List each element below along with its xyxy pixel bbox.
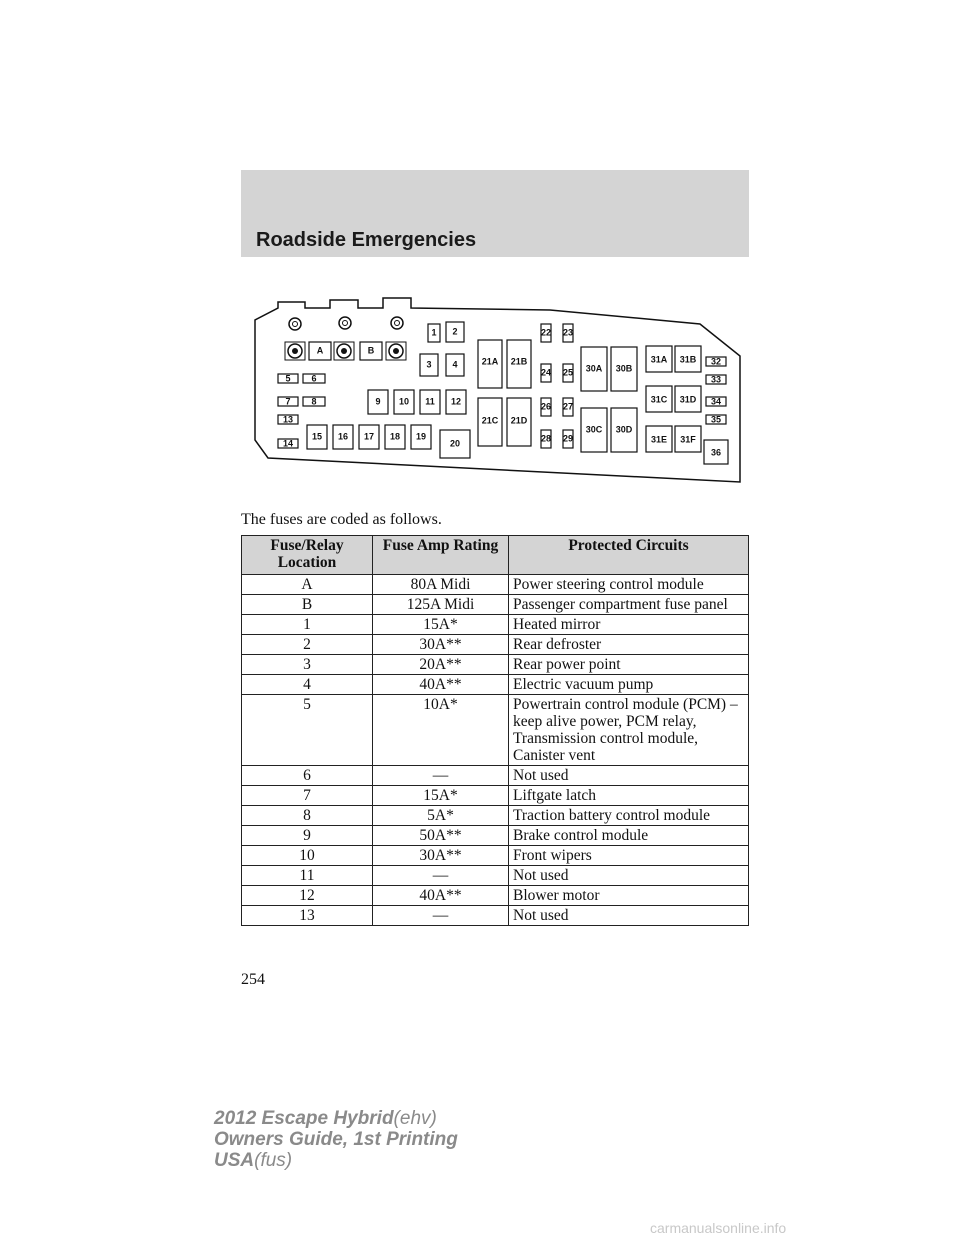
section-title: Roadside Emergencies (256, 229, 477, 251)
fuse-label: 15 (311, 431, 323, 442)
cell-circuits: Rear power point (509, 655, 749, 675)
table-row (242, 615, 749, 635)
intro-text: The fuses are coded as follows. (241, 511, 442, 528)
cell-rating: 125A Midi (373, 595, 509, 615)
table-row (242, 866, 749, 886)
fuse-label: 21C (481, 415, 499, 426)
fuse-label: 29 (562, 433, 574, 444)
fuse-label: 33 (710, 374, 722, 385)
cell-rating: 10A* (373, 695, 509, 766)
bolt-icon (289, 318, 301, 330)
cell-rating: 5A* (373, 806, 509, 826)
table-row (242, 886, 749, 906)
fuse-label: 14 (282, 438, 294, 449)
header-location: Fuse/Relay Location (242, 536, 373, 575)
fuse-label: 31C (650, 394, 668, 405)
table-row (242, 675, 749, 695)
fuse-label: 6 (311, 373, 317, 384)
watermark: carmanualsonline.info (650, 1220, 787, 1236)
fuse-label: 18 (389, 431, 401, 442)
cell-circuits: Not used (509, 866, 749, 886)
fuse-label: 21A (481, 356, 499, 367)
footer-edition: Owners Guide, 1st Printing (214, 1129, 458, 1150)
fuse-label: 24 (540, 367, 552, 378)
cell-circuits: Not used (509, 906, 749, 926)
fuse-label: 31E (650, 434, 668, 445)
cell-rating: — (373, 906, 509, 926)
fuse-label: 31B (679, 354, 697, 365)
cell-circuits: Liftgate latch (509, 786, 749, 806)
fuse-label: 17 (363, 431, 375, 442)
cell-circuits: Heated mirror (509, 615, 749, 635)
fuse-label: 19 (415, 431, 427, 442)
cell-location: B (242, 595, 373, 615)
fuse-label: 31D (679, 394, 697, 405)
footer (214, 1108, 458, 1171)
fuse-label: 11 (425, 396, 435, 407)
fuse-label: 23 (562, 327, 574, 338)
fuse-label: 20 (449, 438, 461, 449)
fuse-label: 35 (710, 414, 722, 425)
cell-location: 1 (242, 615, 373, 635)
footer-market-code: (fus) (254, 1150, 293, 1171)
cell-rating: 30A** (373, 846, 509, 866)
fuse-label-A: A (316, 345, 324, 356)
fuse-label: 21B (510, 356, 528, 367)
fuse-label: 34 (710, 396, 722, 407)
fuse-label: 12 (450, 396, 462, 407)
cell-location: A (242, 575, 373, 595)
fuse-label: 31F (680, 434, 696, 445)
fuse-label: 32 (710, 356, 722, 367)
table-row (242, 595, 749, 615)
footer-model-code: (ehv) (393, 1108, 437, 1129)
cell-circuits: Brake control module (509, 826, 749, 846)
header-rating: Fuse Amp Rating (373, 536, 509, 575)
fuse-label: 31A (650, 354, 668, 365)
cell-rating: 40A** (373, 675, 509, 695)
fuse-label: 3 (426, 359, 432, 370)
bolt-icon (339, 317, 351, 329)
fuse-table (241, 535, 749, 926)
table-row (242, 786, 749, 806)
fuse-label: 28 (540, 433, 552, 444)
cell-location: 9 (242, 826, 373, 846)
fuse-label: 4 (452, 359, 458, 370)
bolt-icon (334, 342, 354, 360)
table-row (242, 695, 749, 766)
cell-rating: — (373, 866, 509, 886)
cell-rating: 15A* (373, 615, 509, 635)
fuse-label: 30D (615, 424, 633, 435)
footer-model: 2012 Escape Hybrid (214, 1108, 394, 1129)
fuse-label: 5 (285, 373, 291, 384)
fuse-label: 13 (282, 414, 294, 425)
header-circuits: Protected Circuits (509, 536, 749, 575)
fuse-label: 26 (540, 401, 552, 412)
cell-location: 12 (242, 886, 373, 906)
cell-location: 7 (242, 786, 373, 806)
fuse-label: 30C (585, 424, 603, 435)
cell-circuits: Passenger compartment fuse panel (509, 595, 749, 615)
cell-location: 6 (242, 766, 373, 786)
cell-circuits: Power steering control module (509, 575, 749, 595)
fuse-label: 30A (585, 363, 603, 374)
cell-rating: 30A** (373, 635, 509, 655)
table-body (242, 575, 749, 926)
cell-location: 4 (242, 675, 373, 695)
cell-location: 5 (242, 695, 373, 766)
cell-circuits: Electric vacuum pump (509, 675, 749, 695)
cell-circuits: Rear defroster (509, 635, 749, 655)
fuse-label: 8 (311, 396, 317, 407)
fuse-label: 16 (337, 431, 349, 442)
fuse-label: 1 (431, 327, 437, 338)
cell-rating: 15A* (373, 786, 509, 806)
table-row (242, 846, 749, 866)
bolt-icon (285, 342, 305, 360)
cell-rating: 80A Midi (373, 575, 509, 595)
bolt-icon (391, 317, 403, 329)
cell-circuits: Front wipers (509, 846, 749, 866)
fuse-label: 36 (710, 447, 722, 458)
fuse-label: 9 (375, 396, 381, 407)
cell-location: 10 (242, 846, 373, 866)
cell-circuits: Blower motor (509, 886, 749, 906)
table-row (242, 766, 749, 786)
page-number: 254 (241, 971, 265, 988)
cell-circuits: Traction battery control module (509, 806, 749, 826)
fuse-label: 25 (562, 367, 574, 378)
fuse-label: 21D (510, 415, 528, 426)
footer-market: USA (214, 1150, 255, 1171)
fuse-label: 7 (285, 396, 291, 407)
fuse-label: 30B (615, 363, 633, 374)
table-header-row (242, 536, 749, 575)
table-row (242, 826, 749, 846)
cell-circuits: Not used (509, 766, 749, 786)
fuse-label: 10 (398, 396, 410, 407)
cell-circuits: Powertrain control module (PCM) – keep alive power, PCM relay, Transmission control module, Canister vent (509, 695, 749, 766)
cell-rating: 50A** (373, 826, 509, 846)
cell-rating: — (373, 766, 509, 786)
fuse-panel-diagram (250, 290, 745, 490)
fuse-label: 2 (452, 326, 458, 337)
table-row (242, 806, 749, 826)
cell-location: 8 (242, 806, 373, 826)
bolt-icon (386, 342, 406, 360)
cell-location: 13 (242, 906, 373, 926)
cell-rating: 40A** (373, 886, 509, 906)
fuse-label-B: B (367, 345, 375, 356)
cell-location: 11 (242, 866, 373, 886)
cell-location: 2 (242, 635, 373, 655)
table-row (242, 906, 749, 926)
table-row (242, 635, 749, 655)
fuse-label: 22 (540, 327, 552, 338)
cell-rating: 20A** (373, 655, 509, 675)
table-row (242, 655, 749, 675)
fuse-label: 27 (562, 401, 574, 412)
table-row (242, 575, 749, 595)
cell-location: 3 (242, 655, 373, 675)
